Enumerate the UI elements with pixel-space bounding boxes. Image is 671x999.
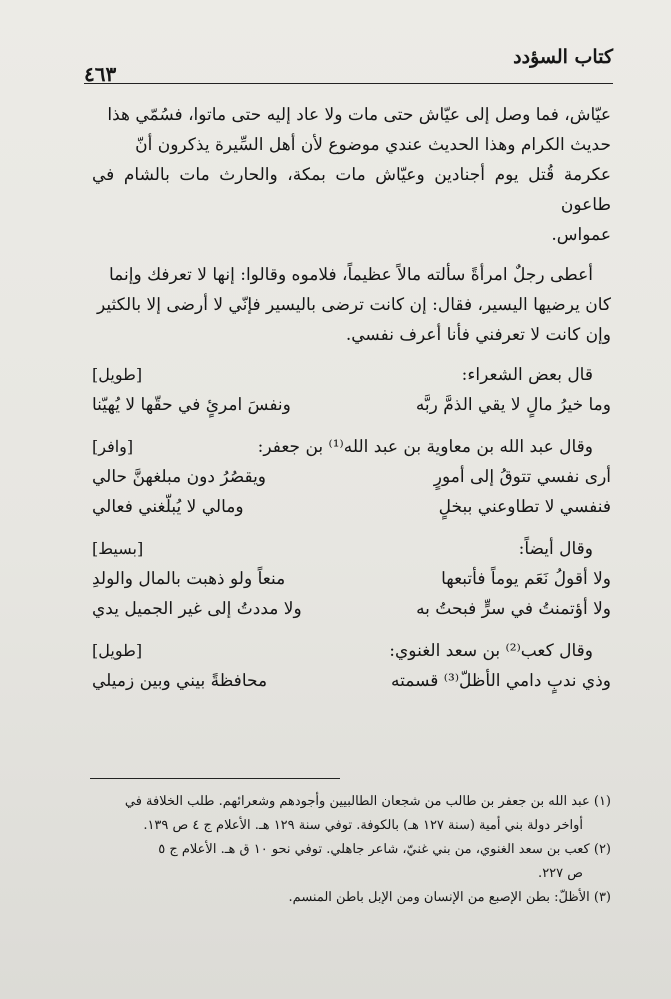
poem-meter: [طويل] xyxy=(92,365,143,384)
poem-intro-text: وقال كعب⁽²⁾ بن سعد الغنوي: xyxy=(389,641,593,661)
anecdote-paragraph xyxy=(92,260,611,350)
header-rule xyxy=(84,83,613,84)
verse-second-hemistich: محافظةً بيني وبين زميلي xyxy=(92,671,268,691)
footnote-line: (١) عبد الله بن جعفر بن طالب من شجعان الطالبيين وأجودهم وشعرائهم. طلب الخلافة في xyxy=(124,794,611,809)
prose-paragraph xyxy=(92,100,611,250)
verse-second-hemistich: ونفسَ امرئٍ في حقّها لا يُهيّنا xyxy=(92,395,291,415)
poem-block xyxy=(92,360,611,420)
verse-second-hemistich: منعاً ولو ذهبت بالمال والولدِ xyxy=(92,569,286,589)
footnote-line: (٣) الأظلّ: بطن الإصبع من الإنسان ومن الإبل باطن المنسم. xyxy=(288,890,611,905)
poem-meter: [طويل] xyxy=(92,641,143,660)
verse-line xyxy=(92,462,611,492)
poem-block xyxy=(92,432,611,522)
footnote xyxy=(78,838,611,886)
verse-first-hemistich: ولا أؤتمنتُ في سرٍّ فبحتُ به xyxy=(416,599,611,619)
verse-line xyxy=(92,594,611,624)
page-header xyxy=(84,40,613,86)
poem-intro xyxy=(92,636,611,666)
verse-second-hemistich: ومالي لا يُبلّغني فعالي xyxy=(92,497,244,517)
prose-line: حديث الكرام وهذا الحديث عندي موضوع لأن أهل السِّيرة يذكرون أنّ xyxy=(135,135,611,155)
verse-line xyxy=(92,666,611,696)
running-head: كتاب السؤدد xyxy=(513,46,613,68)
verse-first-hemistich: وذي ندبٍ دامي الأظلّ⁽³⁾ قسمته xyxy=(391,671,611,691)
verse-first-hemistich: أرى نفسي تتوقُ إلى أمورٍ xyxy=(433,467,611,487)
footnote-line: أواخر دولة بني أمية (سنة ١٢٧ هـ) بالكوفة. توفي سنة ١٢٩ هـ. الأعلام ج ٤ ص ١٣٩. xyxy=(143,818,583,833)
poem-intro-text: وقال عبد الله بن معاوية بن عبد الله⁽¹⁾ بن جعفر: xyxy=(257,437,593,457)
verse-line xyxy=(92,492,611,522)
footnote xyxy=(78,886,611,910)
verse-line xyxy=(92,564,611,594)
page-body xyxy=(92,100,611,696)
anecdote-line: كان يرضيها اليسير، فقال: إن كانت ترضى باليسير فإنّي لا أرضى إلا بالكثير xyxy=(97,295,611,315)
poem-intro xyxy=(92,534,611,564)
poem-meter: [بسيط] xyxy=(92,539,144,558)
poem-block xyxy=(92,534,611,624)
prose-line: عيّاش، فما وصل إلى عيّاش حتى مات ولا عاد إليه حتى ماتوا، فسُمّي هذا xyxy=(107,105,611,125)
verse-line xyxy=(92,390,611,420)
footnote-line: ص ٢٢٧. xyxy=(538,866,583,881)
prose-line: عمواس. xyxy=(551,225,611,245)
anecdote-line: أعطى رجلٌ امرأةً سألته مالاً عظيماً، فلاموه وقالوا: إنها لا تعرفك وإنما xyxy=(109,265,593,285)
verse-first-hemistich: فنفسي لا تطاوعني ببخلٍ xyxy=(438,497,611,517)
verse-second-hemistich: ويقصُرُ دون مبلغهنَّ حالي xyxy=(92,467,267,487)
footnotes xyxy=(78,790,611,910)
verse-first-hemistich: وما خيرُ مالٍ لا يقي الذمَّ ربَّه xyxy=(415,395,611,415)
poem-intro xyxy=(92,360,611,390)
footnote-separator xyxy=(90,778,340,779)
verse-first-hemistich: ولا أقولُ نَعَم يوماً فأتبعها xyxy=(441,569,611,589)
poem-meter: [وافر] xyxy=(92,437,134,456)
anecdote-line: وإن كانت لا تعرفني فأنا أعرف نفسي. xyxy=(345,325,611,345)
footnote xyxy=(78,790,611,838)
poem-intro-text: وقال أيضاً: xyxy=(518,539,593,559)
poem-block xyxy=(92,636,611,696)
poem-intro xyxy=(92,432,611,462)
prose-line: عكرمة قُتل يوم أجنادين وعيّاش مات بمكة، والحارث مات بالشام في طاعون xyxy=(92,165,611,215)
footnote-line: (٢) كعب بن سعد الغنوي، من بني غنيّ، شاعر جاهلي. توفي نحو ١٠ ق هـ. الأعلام ج ٥ xyxy=(158,842,611,857)
page-number: ٤٦٣ xyxy=(84,62,117,86)
verse-second-hemistich: ولا مددتُ إلى غير الجميل يدي xyxy=(92,599,302,619)
poem-intro-text: قال بعض الشعراء: xyxy=(461,365,593,385)
